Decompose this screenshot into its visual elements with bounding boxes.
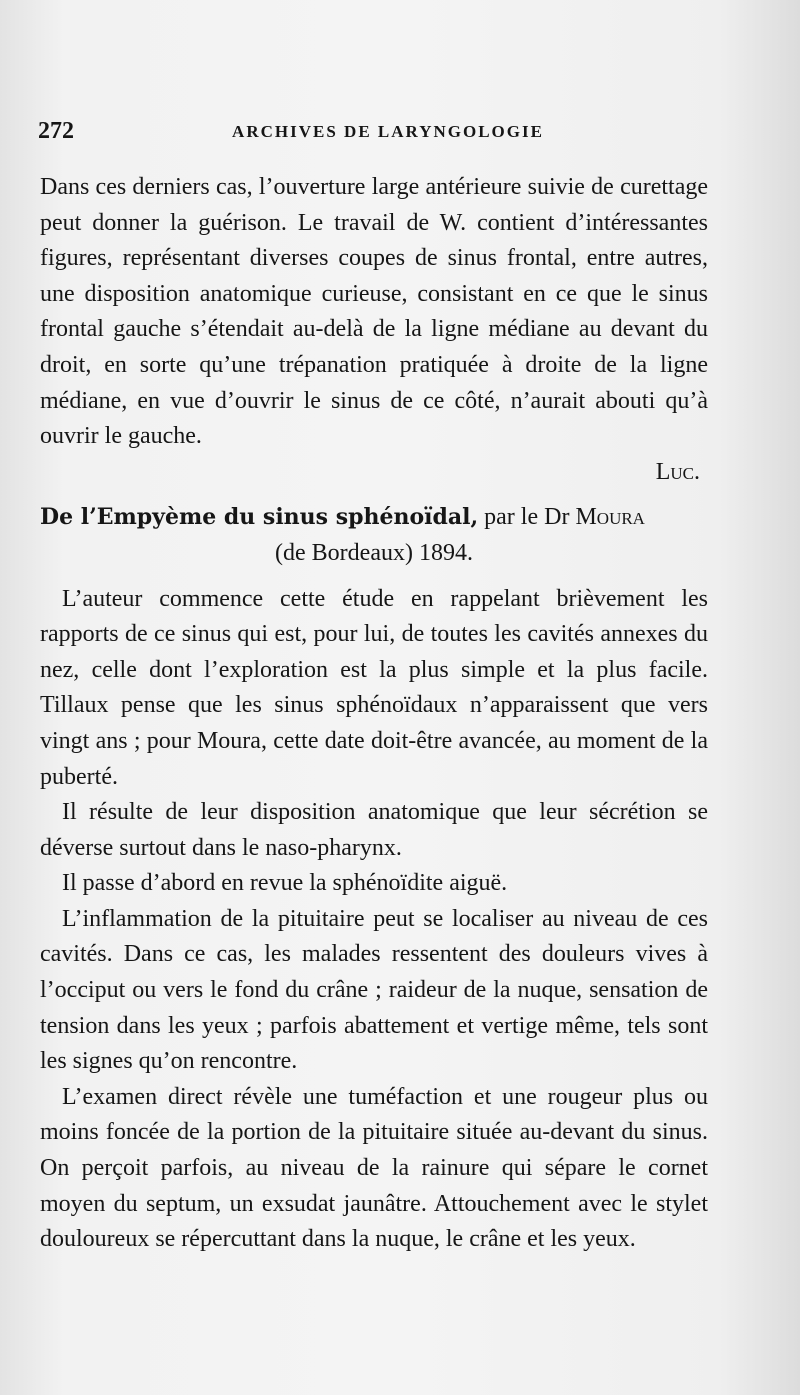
article-title: De l’Empyème du sinus sphénoïdal, [40,504,479,531]
paragraph: Dans ces derniers cas, l’ouverture large antérieure suivie de curettage peut donner la guérison. Le travail de W. contient d’intéressantes figures, représentant diverses coupes de sinus frontal, entre autres, une disposition anatomique curieuse, consistant en ce que le sinus frontal gauche s’étendait au-delà de la ligne médiane au devant du droit, en sorte qu’une trépanation pratiquée à droite de la ligne médiane, en vue d’ouvrir le sinus de ce côté, n’aurait abouti qu’à ouvrir le gauche. [40,174,708,450]
paragraph: Il passe d’abord en revue la sphénoïdite aiguë. [62,870,508,897]
paragraph: Il résulte de leur disposition anatomique que leur sécrétion se déverse surtout dans le naso-pharynx. [40,799,708,861]
running-title: ARCHIVES DE LARYNGOLOGIE [232,122,544,141]
page-header [38,118,738,148]
article-heading [40,500,708,536]
paragraph: L’inflammation de la pituitaire peut se localiser au niveau de ces cavités. Dans ce cas, les malades ressentent des douleurs vives à l’occiput ou vers le fond du crâne ; raideur de la nuque, sensation de tension dans les yeux ; parfois abattement et vertige même, tels sont les signes qu’on rencontre. [40,905,708,1075]
paragraph: L’examen direct révèle une tuméfaction et une rougeur plus ou moins foncée de la portion de la pituitaire située au-devant du sinus. On perçoit parfois, au niveau de la rainure qui sépare le cornet moyen du septum, un exsudat jaunâtre. Attouchement avec le stylet douloureux se répercuttant dans la nuque, le crâne et les yeux. [40,1083,708,1253]
page-number: 272 [38,118,74,144]
article-subline: (de Bordeaux) 1894. [275,539,473,566]
paragraph: L’auteur commence cette étude en rappelant brièvement les rapports de ce sinus qui est, pour lui, de toutes les cavités annexes du nez, celle dont l’exploration est la plus simple et la plus facile. Tillaux pense que les sinus sphénoïdaux n’apparaissent que vers vingt ans ; pour Moura, cette date doit-être avancée, au moment de la puberté. [40,585,708,790]
signature: Luc. [655,458,700,485]
byline-prefix: par le Dr [484,504,570,531]
article-author: Moura [575,504,645,531]
text-column [40,170,708,1258]
